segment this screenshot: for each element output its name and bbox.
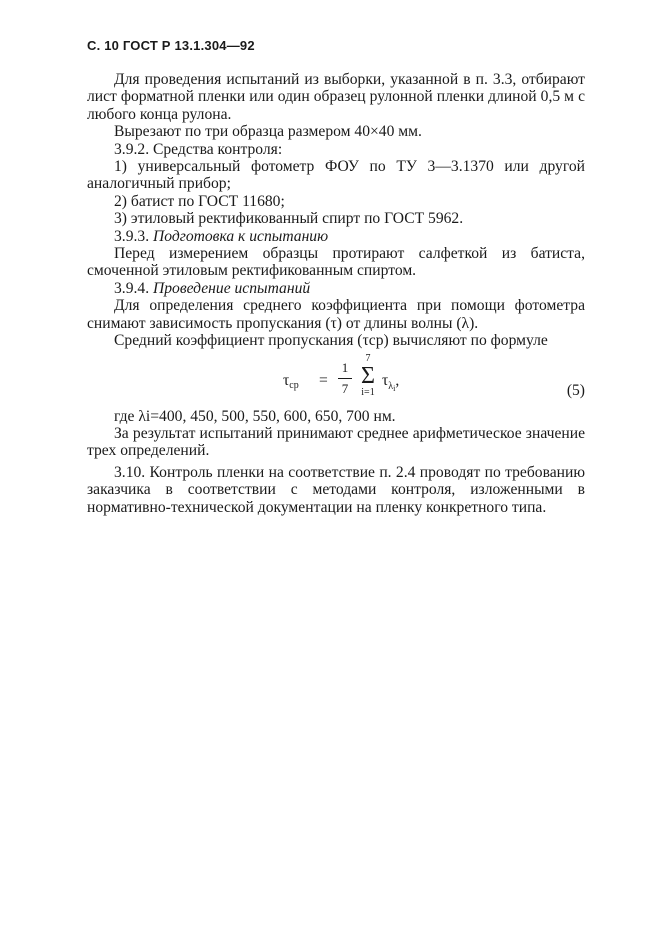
formula-equals: = — [319, 371, 328, 389]
list-item-1: 1) универсальный фотометр ФОУ по ТУ 3—3.1370 или другой аналогичный прибор; — [87, 158, 585, 193]
term-symbol: τ — [382, 371, 389, 389]
formula-fraction — [338, 360, 352, 397]
list-item-2: 2) батист по ГОСТ 11680; — [114, 192, 285, 210]
paragraph-specimen-size: Вырезают по три образца размером 40×40 мм. — [114, 123, 422, 141]
formula-term — [382, 372, 399, 391]
list-item-3: 3) этиловый ректификованный спирт по ГОСТ 5962. — [114, 210, 464, 228]
fraction-bar — [338, 378, 352, 379]
paragraph-sampling: Для проведения испытаний из выборки, указанной в п. 3.3, отбирают лист форматной пленки или один образец рулонной пленки длиной 0,5 м с любого конца рулона. — [87, 71, 585, 123]
section-3-10: 3.10. Контроль пленки на соответствие п. 2.4 проводят по требованию заказчика в соответствии с методами контроля, изложенными в нормативно-технической документации на пленку конкретного типа. — [87, 463, 585, 516]
section-3-9-3-title: Подготовка к испытанию — [153, 227, 329, 245]
formula-lhs-subscript: ср — [289, 379, 299, 391]
paragraph-preparation: Перед измерением образцы протирают салфеткой из батиста, смоченной этиловым ректификованным спиртом. — [87, 245, 585, 280]
term-subscript: λ — [388, 380, 394, 392]
formula-5 — [283, 352, 585, 400]
document-body — [87, 71, 585, 516]
sum-upper-limit: 7 — [365, 352, 371, 364]
formula-lhs-symbol: τ — [283, 371, 290, 389]
sigma-icon: Σ — [361, 362, 375, 389]
section-3-9-3-number: 3.9.3. — [114, 227, 150, 245]
formula-lhs — [283, 372, 299, 391]
fraction-numerator: 1 — [341, 359, 349, 375]
section-3-9-4-number: 3.9.4. — [114, 279, 150, 297]
formula-number: (5) — [566, 381, 585, 399]
paragraph-wavelengths: где λi=400, 450, 500, 550, 600, 650, 700 нм. — [114, 407, 396, 425]
section-3-9-4-title: Проведение испытаний — [153, 279, 311, 297]
formula-block — [87, 350, 585, 408]
page-header: С. 10 ГОСТ Р 13.1.304—92 — [87, 38, 255, 53]
section-3-9-2: 3.9.2. Средства контроля: — [114, 140, 283, 158]
fraction-denominator: 7 — [341, 380, 349, 396]
term-comma: , — [395, 371, 400, 389]
paragraph-average-coefficient: Средний коэффициент пропускания (τср) вычисляют по формуле — [114, 332, 548, 350]
sum-lower-limit: i=1 — [361, 386, 375, 398]
section-3-9-4 — [87, 280, 585, 297]
paragraph-result: За результат испытаний принимают среднее арифметическое значение трех определений. — [87, 424, 585, 460]
section-3-9-3 — [87, 228, 585, 245]
term-sub-subscript: i — [393, 383, 396, 393]
formula-sum — [360, 354, 376, 398]
paragraph-dependence: Для определения среднего коэффициента при помощи фотометра снимают зависимость пропускания (τ) от длины волны (λ). — [87, 297, 585, 332]
